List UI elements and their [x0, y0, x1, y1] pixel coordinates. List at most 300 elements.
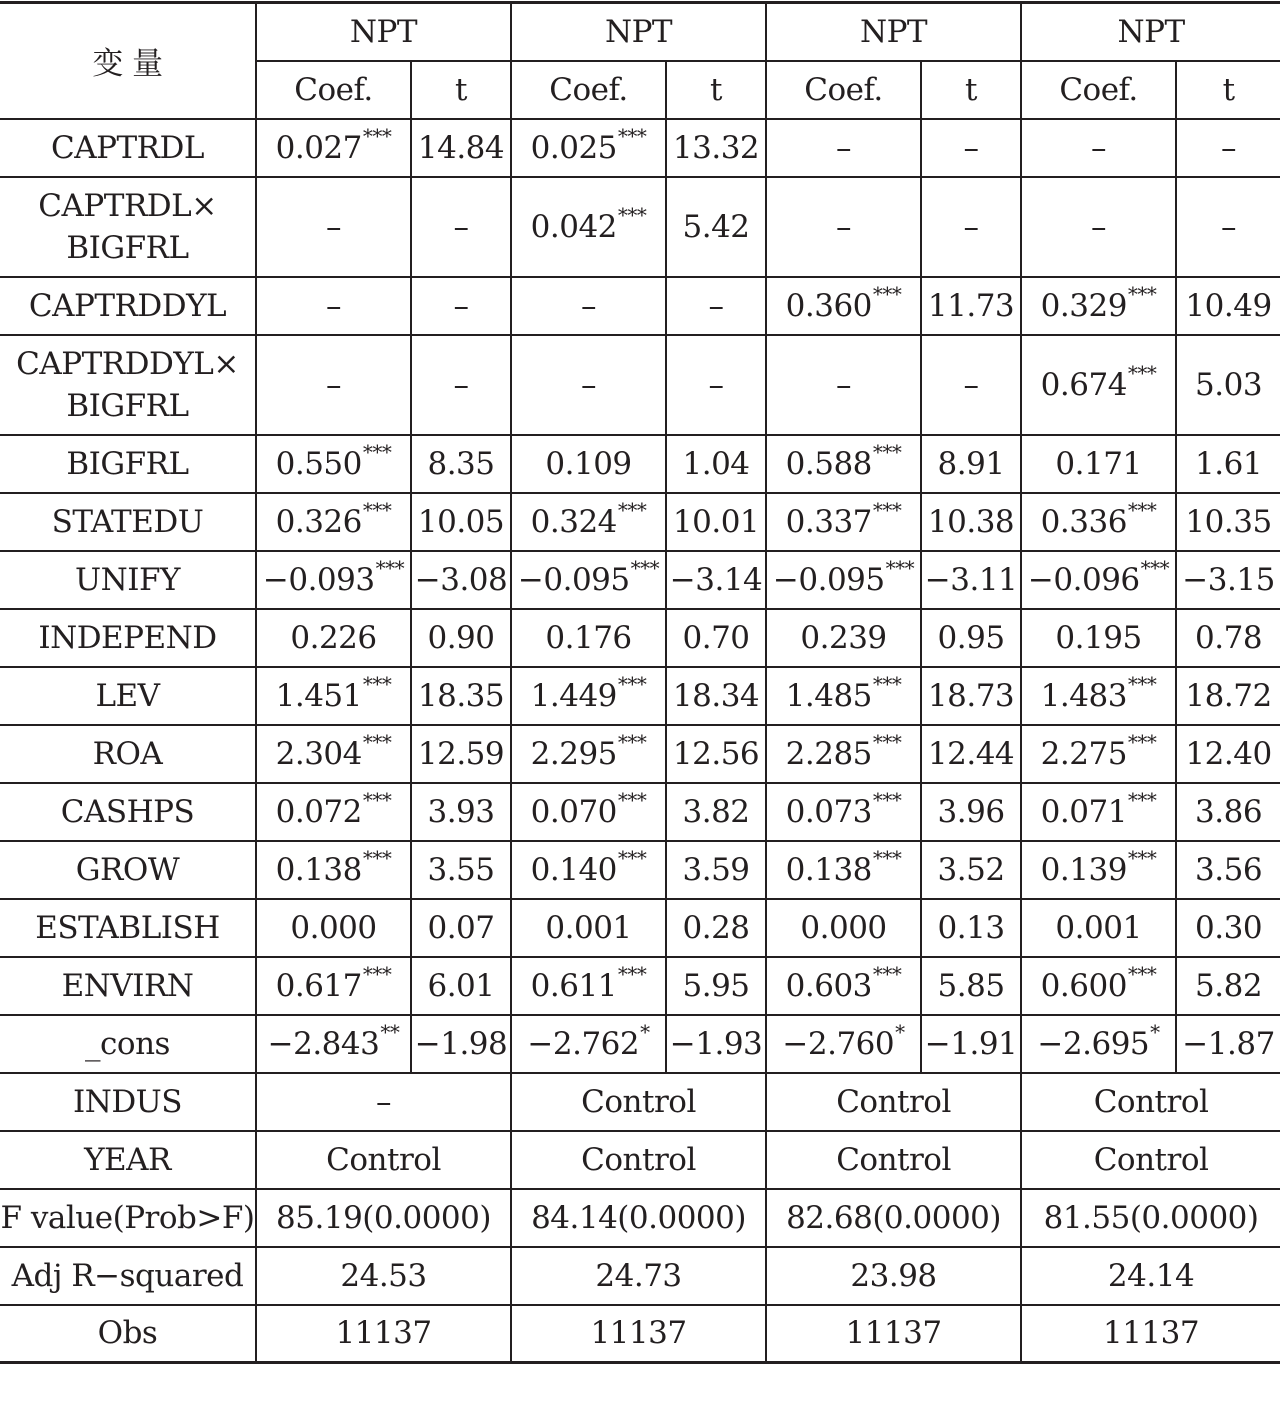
- coef-cell: [256, 667, 411, 725]
- t-cell: [921, 435, 1021, 493]
- coef-value: −2.843: [267, 1025, 380, 1062]
- t-value: −1.91: [924, 1025, 1018, 1062]
- significance-stars: *: [640, 1019, 650, 1044]
- coef-value: 0.071: [1040, 793, 1127, 830]
- coef-value: 0.326: [275, 503, 362, 540]
- significance-stars: ***: [872, 497, 902, 522]
- summary-label: YEAR: [0, 1131, 256, 1189]
- summary-value: Control: [766, 1073, 1021, 1131]
- coef-cell: [511, 725, 666, 783]
- coef-cell: [766, 551, 921, 609]
- significance-stars: ***: [617, 202, 647, 227]
- significance-stars: ***: [617, 961, 647, 986]
- t-value: 10.01: [672, 503, 760, 540]
- t-value: 10.05: [417, 503, 505, 540]
- coef-cell: [256, 957, 411, 1015]
- t-cell: [411, 493, 511, 551]
- coef-value: –: [836, 129, 852, 166]
- t-cell: [1176, 551, 1280, 609]
- coef-value: 0.025: [530, 129, 617, 166]
- significance-stars: ***: [872, 961, 902, 986]
- t-cell: [666, 119, 766, 177]
- coef-value: –: [836, 366, 852, 403]
- significance-stars: *: [1150, 1019, 1160, 1044]
- t-cell: [921, 957, 1021, 1015]
- coef-value: 0.337: [785, 503, 872, 540]
- t-cell: [411, 783, 511, 841]
- coef-cell: [511, 667, 666, 725]
- t-cell: [1176, 177, 1280, 277]
- coef-value: 0.138: [785, 851, 872, 888]
- variable-name: ESTABLISH: [0, 899, 256, 957]
- variable-name-line: BIGFRL: [66, 387, 189, 424]
- variable-name: CAPTRDDYL: [0, 277, 256, 335]
- coef-cell: [511, 277, 666, 335]
- significance-stars: ***: [1127, 787, 1157, 812]
- summary-value: Control: [511, 1131, 766, 1189]
- coef-value: 0.140: [530, 851, 617, 888]
- t-cell: [411, 1015, 511, 1073]
- coef-cell: [766, 435, 921, 493]
- table-row: [0, 335, 1280, 435]
- t-cell: [411, 435, 511, 493]
- t-cell: [411, 335, 511, 435]
- significance-stars: ***: [1127, 281, 1157, 306]
- t-cell: [666, 177, 766, 277]
- variable-name: UNIFY: [0, 551, 256, 609]
- coef-value: –: [326, 287, 341, 324]
- variable-name: [0, 335, 256, 435]
- t-value: −1.93: [669, 1025, 763, 1062]
- summary-value: Control: [1021, 1131, 1280, 1189]
- t-value: 10.38: [927, 503, 1015, 540]
- t-cell: [411, 177, 511, 277]
- significance-stars: ***: [617, 845, 647, 870]
- significance-stars: ***: [885, 555, 915, 580]
- t-cell: [666, 551, 766, 609]
- coef-value: –: [326, 208, 341, 245]
- coef-cell: [1021, 783, 1176, 841]
- coef-cell: [1021, 609, 1176, 667]
- coef-cell: [1021, 177, 1176, 277]
- t-cell: [921, 335, 1021, 435]
- coef-cell: [766, 335, 921, 435]
- t-cell: [1176, 435, 1280, 493]
- header-row-models: [0, 3, 1280, 61]
- t-value: –: [963, 208, 979, 245]
- t-value: 0.07: [427, 909, 495, 946]
- t-cell: [921, 119, 1021, 177]
- summary-value: 23.98: [766, 1247, 1021, 1305]
- t-value: 12.59: [417, 735, 505, 772]
- t-cell: [411, 957, 511, 1015]
- t-value: 5.82: [1195, 967, 1263, 1004]
- t-cell: [666, 899, 766, 957]
- t-value: 12.40: [1185, 735, 1272, 772]
- coef-cell: [511, 435, 666, 493]
- coef-cell: [511, 551, 666, 609]
- significance-stars: *: [895, 1019, 905, 1044]
- significance-stars: ***: [1127, 671, 1157, 696]
- summary-value: 11137: [511, 1305, 766, 1363]
- coef-value: 0.226: [290, 619, 377, 656]
- significance-stars: ***: [362, 123, 392, 148]
- t-value: 5.42: [682, 208, 750, 245]
- summary-value: 82.68(0.0000): [766, 1189, 1021, 1247]
- coef-value: –: [326, 366, 341, 403]
- t-value: 3.82: [682, 793, 750, 830]
- table-row: [0, 725, 1280, 783]
- coef-cell: [1021, 119, 1176, 177]
- model-header: NPT: [256, 3, 511, 61]
- coef-cell: [1021, 957, 1176, 1015]
- coef-value: 0.324: [530, 503, 617, 540]
- t-cell: [666, 725, 766, 783]
- t-value: −3.08: [414, 561, 508, 598]
- t-cell: [411, 551, 511, 609]
- t-cell: [666, 957, 766, 1015]
- t-cell: [921, 725, 1021, 783]
- t-cell: [921, 177, 1021, 277]
- t-cell: [1176, 667, 1280, 725]
- coef-cell: [766, 957, 921, 1015]
- coef-cell: [256, 899, 411, 957]
- variable-name: INDEPEND: [0, 609, 256, 667]
- table-row: [0, 119, 1280, 177]
- summary-value: 24.73: [511, 1247, 766, 1305]
- t-value: 18.34: [672, 677, 760, 714]
- coef-cell: [256, 119, 411, 177]
- t-value: −3.14: [669, 561, 763, 598]
- significance-stars: ***: [617, 497, 647, 522]
- coef-cell: [766, 1015, 921, 1073]
- summary-value: 11137: [1021, 1305, 1280, 1363]
- t-value: 5.85: [937, 967, 1005, 1004]
- coef-value: 0.042: [530, 208, 617, 245]
- t-header: t: [1176, 61, 1280, 119]
- coef-value: 0.139: [1040, 851, 1127, 888]
- significance-stars: ***: [1127, 360, 1157, 385]
- significance-stars: ***: [617, 787, 647, 812]
- t-cell: [1176, 783, 1280, 841]
- coef-value: 0.336: [1040, 503, 1127, 540]
- t-value: –: [453, 366, 469, 403]
- variable-name: _cons: [0, 1015, 256, 1073]
- model-header: NPT: [511, 3, 766, 61]
- summary-row: [0, 1073, 1280, 1131]
- t-cell: [921, 899, 1021, 957]
- significance-stars: ***: [872, 671, 902, 696]
- summary-value: 84.14(0.0000): [511, 1189, 766, 1247]
- significance-stars: ***: [362, 671, 392, 696]
- coef-cell: [1021, 899, 1176, 957]
- t-cell: [921, 1015, 1021, 1073]
- t-cell: [411, 725, 511, 783]
- t-value: 18.73: [927, 677, 1015, 714]
- coef-cell: [256, 277, 411, 335]
- t-cell: [411, 277, 511, 335]
- coef-value: –: [1091, 208, 1107, 245]
- t-value: 8.91: [937, 445, 1005, 482]
- variable-name-line: CAPTRDL×: [38, 187, 217, 224]
- t-cell: [666, 783, 766, 841]
- coef-value: 0.001: [1055, 909, 1142, 946]
- coef-cell: [511, 957, 666, 1015]
- coef-cell: [256, 783, 411, 841]
- coef-cell: [256, 1015, 411, 1073]
- significance-stars: ***: [362, 961, 392, 986]
- coef-value: 1.451: [275, 677, 362, 714]
- t-cell: [411, 609, 511, 667]
- t-value: 11.73: [927, 287, 1015, 324]
- t-header: t: [666, 61, 766, 119]
- coef-cell: [511, 1015, 666, 1073]
- coef-cell: [256, 335, 411, 435]
- variable-name-line: BIGFRL: [66, 229, 189, 266]
- t-cell: [921, 609, 1021, 667]
- model-header: NPT: [766, 3, 1021, 61]
- coef-cell: [256, 177, 411, 277]
- coef-value: 0.360: [785, 287, 872, 324]
- coef-cell: [511, 177, 666, 277]
- significance-stars: ***: [872, 281, 902, 306]
- coef-cell: [256, 435, 411, 493]
- coef-header: Coef.: [766, 61, 921, 119]
- t-value: –: [963, 129, 979, 166]
- coef-value: −0.096: [1027, 561, 1140, 598]
- coef-cell: [1021, 435, 1176, 493]
- significance-stars: ***: [1127, 729, 1157, 754]
- coef-value: 0.239: [800, 619, 887, 656]
- summary-value: 24.14: [1021, 1247, 1280, 1305]
- coef-value: 0.073: [785, 793, 872, 830]
- t-cell: [1176, 335, 1280, 435]
- significance-stars: ***: [872, 729, 902, 754]
- coef-cell: [1021, 277, 1176, 335]
- t-value: −1.87: [1182, 1025, 1275, 1062]
- coef-value: 0.600: [1040, 967, 1127, 1004]
- t-cell: [411, 841, 511, 899]
- coef-header: Coef.: [511, 61, 666, 119]
- table-row: [0, 435, 1280, 493]
- variable-name-line: CAPTRDDYL×: [16, 345, 239, 382]
- t-value: 0.28: [682, 909, 750, 946]
- coef-cell: [766, 609, 921, 667]
- t-value: 0.13: [937, 909, 1005, 946]
- coef-cell: [1021, 493, 1176, 551]
- t-value: 12.56: [672, 735, 760, 772]
- summary-label: F value(Prob>F): [0, 1189, 256, 1247]
- coef-value: 2.304: [275, 735, 362, 772]
- t-value: 0.95: [937, 619, 1005, 656]
- variable-name: CAPTRDL: [0, 119, 256, 177]
- summary-label: Adj R−squared: [0, 1247, 256, 1305]
- coef-value: −2.762: [527, 1025, 640, 1062]
- t-cell: [1176, 957, 1280, 1015]
- summary-value: Control: [766, 1131, 1021, 1189]
- t-value: 1.61: [1195, 445, 1263, 482]
- t-cell: [666, 609, 766, 667]
- coef-value: 0.603: [785, 967, 872, 1004]
- t-cell: [921, 551, 1021, 609]
- t-value: –: [453, 208, 469, 245]
- significance-stars: ***: [362, 497, 392, 522]
- coef-cell: [256, 609, 411, 667]
- summary-value: Control: [256, 1131, 511, 1189]
- t-cell: [666, 841, 766, 899]
- t-cell: [1176, 899, 1280, 957]
- t-cell: [1176, 725, 1280, 783]
- coef-cell: [766, 783, 921, 841]
- coef-cell: [256, 841, 411, 899]
- coef-value: 0.001: [545, 909, 632, 946]
- significance-stars: ***: [1140, 555, 1170, 580]
- t-value: 3.55: [427, 851, 495, 888]
- coef-cell: [511, 335, 666, 435]
- t-value: 18.35: [417, 677, 505, 714]
- summary-row: [0, 1305, 1280, 1363]
- summary-row: [0, 1247, 1280, 1305]
- summary-value: –: [256, 1073, 511, 1131]
- coef-value: 2.295: [530, 735, 617, 772]
- summary-label: Obs: [0, 1305, 256, 1363]
- table-row: [0, 899, 1280, 957]
- variable-name: GROW: [0, 841, 256, 899]
- coef-value: 0.109: [545, 445, 632, 482]
- coef-cell: [256, 725, 411, 783]
- coef-cell: [766, 177, 921, 277]
- t-cell: [1176, 493, 1280, 551]
- significance-stars: ***: [362, 845, 392, 870]
- summary-row: [0, 1189, 1280, 1247]
- coef-value: 0.000: [800, 909, 887, 946]
- coef-value: 2.285: [785, 735, 872, 772]
- coef-value: –: [1091, 129, 1107, 166]
- coef-cell: [766, 277, 921, 335]
- coef-header: Coef.: [256, 61, 411, 119]
- t-value: 1.04: [682, 445, 750, 482]
- coef-value: –: [836, 208, 852, 245]
- summary-value: Control: [1021, 1073, 1280, 1131]
- t-value: 0.30: [1195, 909, 1263, 946]
- coef-cell: [766, 899, 921, 957]
- coef-value: −0.093: [262, 561, 375, 598]
- table-row: [0, 609, 1280, 667]
- t-value: –: [963, 366, 979, 403]
- t-value: −3.11: [924, 561, 1018, 598]
- t-value: 13.32: [672, 129, 760, 166]
- t-value: 5.03: [1195, 366, 1263, 403]
- variable-name: [0, 177, 256, 277]
- coef-value: –: [581, 287, 597, 324]
- table-row: [0, 1015, 1280, 1073]
- coef-value: 0.588: [785, 445, 872, 482]
- significance-stars: ***: [1127, 961, 1157, 986]
- coef-value: 0.674: [1040, 366, 1127, 403]
- significance-stars: **: [380, 1019, 400, 1044]
- t-header: t: [921, 61, 1021, 119]
- t-cell: [921, 277, 1021, 335]
- t-value: –: [708, 366, 724, 403]
- t-value: 3.93: [427, 793, 495, 830]
- summary-row: [0, 1131, 1280, 1189]
- coef-cell: [1021, 551, 1176, 609]
- regression-table: [0, 1, 1280, 1364]
- coef-cell: [766, 841, 921, 899]
- coef-value: –: [581, 366, 597, 403]
- t-value: 0.70: [682, 619, 750, 656]
- significance-stars: ***: [362, 787, 392, 812]
- t-value: 18.72: [1185, 677, 1272, 714]
- table-row: [0, 957, 1280, 1015]
- coef-cell: [766, 119, 921, 177]
- t-value: –: [453, 287, 469, 324]
- t-cell: [921, 667, 1021, 725]
- significance-stars: ***: [872, 845, 902, 870]
- t-cell: [666, 1015, 766, 1073]
- t-cell: [1176, 119, 1280, 177]
- t-cell: [666, 435, 766, 493]
- summary-label: INDUS: [0, 1073, 256, 1131]
- variable-name: STATEDU: [0, 493, 256, 551]
- t-value: –: [708, 287, 724, 324]
- variable-name: BIGFRL: [0, 435, 256, 493]
- t-value: 3.56: [1195, 851, 1263, 888]
- significance-stars: ***: [362, 439, 392, 464]
- t-value: 5.95: [682, 967, 750, 1004]
- t-cell: [921, 841, 1021, 899]
- summary-value: 11137: [256, 1305, 511, 1363]
- coef-cell: [1021, 725, 1176, 783]
- variable-name: CASHPS: [0, 783, 256, 841]
- t-value: 3.59: [682, 851, 750, 888]
- coef-cell: [256, 551, 411, 609]
- t-cell: [666, 335, 766, 435]
- coef-header: Coef.: [1021, 61, 1176, 119]
- coef-value: −0.095: [517, 561, 630, 598]
- t-value: 6.01: [427, 967, 495, 1004]
- t-value: 8.35: [427, 445, 495, 482]
- t-cell: [666, 277, 766, 335]
- coef-cell: [511, 493, 666, 551]
- coef-value: −2.695: [1037, 1025, 1150, 1062]
- significance-stars: ***: [362, 729, 392, 754]
- summary-value: 81.55(0.0000): [1021, 1189, 1280, 1247]
- coef-value: −0.095: [772, 561, 885, 598]
- t-value: 3.86: [1195, 793, 1263, 830]
- t-value: −3.15: [1182, 561, 1275, 598]
- t-value: 0.90: [427, 619, 495, 656]
- variable-name: ENVIRN: [0, 957, 256, 1015]
- t-value: –: [1221, 208, 1237, 245]
- significance-stars: ***: [1127, 497, 1157, 522]
- model-header: NPT: [1021, 3, 1280, 61]
- t-value: 14.84: [417, 129, 505, 166]
- t-value: 3.96: [937, 793, 1005, 830]
- t-cell: [411, 119, 511, 177]
- coef-value: 1.485: [785, 677, 872, 714]
- t-cell: [921, 493, 1021, 551]
- coef-cell: [511, 119, 666, 177]
- coef-value: 0.550: [275, 445, 362, 482]
- coef-value: 0.195: [1055, 619, 1142, 656]
- t-cell: [666, 493, 766, 551]
- significance-stars: ***: [630, 555, 660, 580]
- significance-stars: ***: [617, 123, 647, 148]
- significance-stars: ***: [872, 787, 902, 812]
- t-value: 10.49: [1185, 287, 1272, 324]
- coef-value: 0.070: [530, 793, 617, 830]
